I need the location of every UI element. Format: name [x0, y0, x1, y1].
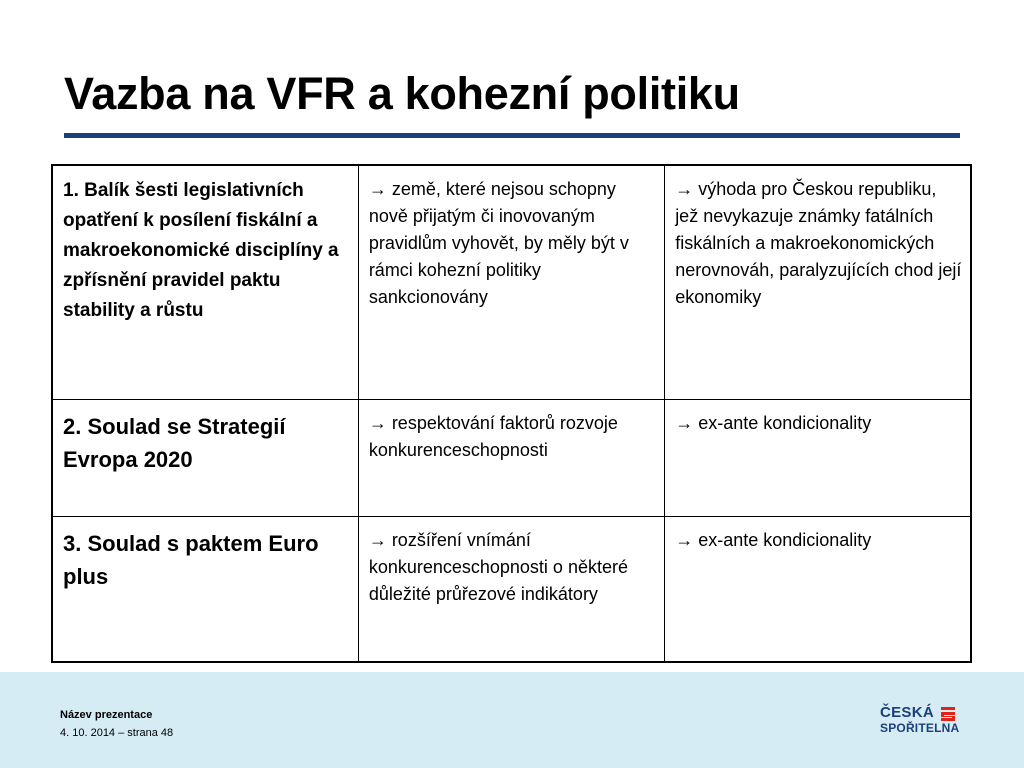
table-cell-topic: 3. Soulad s paktem Euro plus [52, 516, 358, 662]
title-underline [64, 133, 960, 138]
table-cell-consequence: → respektování faktorů rozvoje konkurenceschopnosti [358, 399, 664, 516]
footer-band [0, 672, 1024, 768]
table-cell-topic: 2. Soulad se Strategií Evropa 2020 [52, 399, 358, 516]
table-row [52, 399, 971, 516]
date-and-page: 4. 10. 2014 – strana 48 [60, 727, 174, 739]
logo-text-line2: SPOŘITELNA [880, 721, 960, 735]
table-row [52, 516, 971, 662]
table-cell-consequence: → rozšíření vnímání konkurenceschopnosti o některé důležité průřezové indikátory [358, 516, 664, 662]
table-cell-impact: → ex-ante kondicionality [665, 399, 971, 516]
slide-title: Vazba na VFR a kohezní politiku [64, 68, 740, 119]
table-cell-topic: 1. Balík šesti legislativních opatření k posílení fiskální a makroekonomické disciplíny a zpřísnění pravidel paktu stability a růstu [52, 165, 358, 399]
logo-text-line1: ČESKÁ [880, 704, 935, 721]
presentation-name: Název prezentace [60, 709, 153, 721]
table-cell-impact: → ex-ante kondicionality [665, 516, 971, 662]
ceska-sporitelna-logo-icon [939, 706, 957, 722]
table-cell-impact: → výhoda pro Českou republiku, jež nevykazuje známky fatálních fiskálních a makroekonomických nerovnováh, paralyzujících chod její ekonomiky [665, 165, 971, 399]
table-cell-consequence: → země, které nejsou schopny nově přijatým či inovovaným pravidlům vyhovět, by měly být v rámci kohezní politiky sankcionovány [358, 165, 664, 399]
company-logo [876, 702, 962, 738]
table-row [52, 165, 971, 399]
content-table [51, 164, 972, 663]
